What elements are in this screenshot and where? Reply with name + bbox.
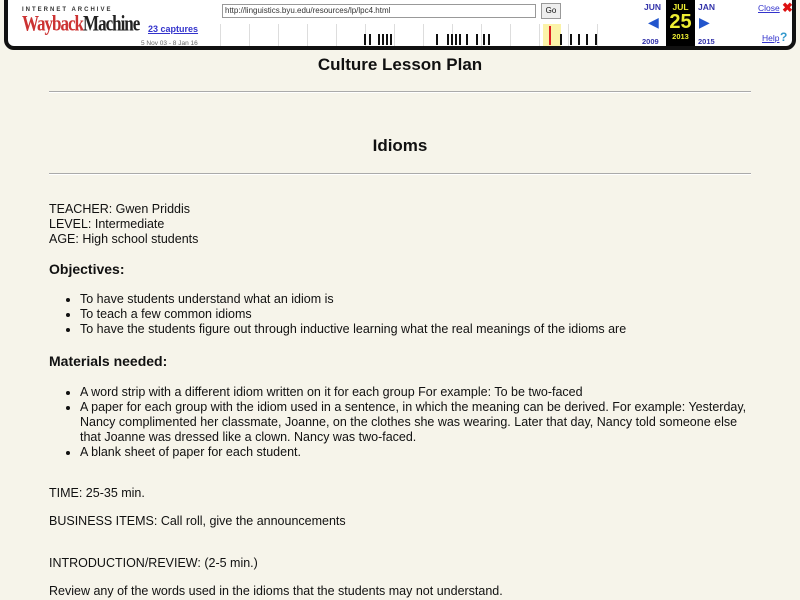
capture-tick[interactable] xyxy=(476,34,478,45)
url-input[interactable]: http://linguistics.byu.edu/resources/lp/lpc4.html xyxy=(222,4,536,18)
year-gridline xyxy=(220,24,221,46)
capture-tick[interactable] xyxy=(390,34,392,45)
capture-tick[interactable] xyxy=(436,34,438,45)
capture-tick[interactable] xyxy=(488,34,490,45)
capture-range: 5 Nov 03 - 8 Jan 16 xyxy=(141,40,198,47)
current-year-highlight xyxy=(543,24,561,46)
introduction-heading: INTRODUCTION/REVIEW: (2-5 min.) xyxy=(49,556,258,570)
year-gridline xyxy=(597,24,598,46)
logo-caption: INTERNET ARCHIVE xyxy=(22,7,113,13)
year-gridline xyxy=(394,24,395,46)
current-year: 2013 xyxy=(672,32,689,41)
wayback-logo[interactable]: WaybackMachine xyxy=(22,11,140,36)
next-arrow-icon[interactable]: ▶ xyxy=(699,14,710,30)
captures-link[interactable]: 23 captures xyxy=(148,24,199,34)
current-month: JUL xyxy=(672,2,689,12)
prev-arrow-icon[interactable]: ◀ xyxy=(648,14,659,30)
next-year: 2015 xyxy=(698,37,715,46)
capture-tick[interactable] xyxy=(364,34,366,45)
list-item: • A paper for each group with the idiom used in a sentence, in which the meaning can be derived. For example: Yesterday, Nancy complimented her classmate, Joanne, on the clothes she was wearing. Later that day, Nancy told someone else that Joanne was dressed like a clown. Nancy was two-faced. xyxy=(80,400,751,445)
prev-month: JUN xyxy=(644,2,662,12)
help-icon[interactable]: ? xyxy=(780,30,788,44)
year-gridline xyxy=(423,24,424,46)
teacher: TEACHER: Gwen Priddis xyxy=(49,202,191,216)
year-gridline xyxy=(307,24,308,46)
close-link[interactable]: Close xyxy=(758,3,780,13)
time: TIME: 25-35 min. xyxy=(49,486,145,500)
capture-tick[interactable] xyxy=(560,34,562,45)
review-text: Review any of the words used in the idioms that the students may not understand. xyxy=(49,584,503,598)
divider xyxy=(49,173,751,175)
year-gridline xyxy=(568,24,569,46)
capture-tick[interactable] xyxy=(549,26,551,45)
list-item: • To have students understand what an idiom is xyxy=(80,292,751,307)
year-gridline xyxy=(278,24,279,46)
prev-year: 2009 xyxy=(642,37,659,46)
age: AGE: High school students xyxy=(49,232,199,246)
objectives-heading: Objectives: xyxy=(49,261,125,277)
year-gridline xyxy=(539,24,540,46)
capture-timeline[interactable] xyxy=(220,24,625,46)
capture-tick[interactable] xyxy=(570,34,572,45)
year-gridline xyxy=(481,24,482,46)
list-item: • To teach a few common idioms xyxy=(80,307,751,322)
close-icon[interactable]: ✖ xyxy=(782,0,793,15)
divider xyxy=(49,91,751,93)
capture-tick[interactable] xyxy=(586,34,588,45)
objectives-list xyxy=(49,292,751,337)
year-gridline xyxy=(249,24,250,46)
capture-tick[interactable] xyxy=(466,34,468,45)
capture-tick[interactable] xyxy=(595,34,597,45)
current-day: 25 xyxy=(669,11,692,33)
capture-tick[interactable] xyxy=(447,34,449,45)
year-gridline xyxy=(510,24,511,46)
capture-tick[interactable] xyxy=(483,34,485,45)
materials-heading: Materials needed: xyxy=(49,353,168,369)
capture-tick[interactable] xyxy=(378,34,380,45)
help-link[interactable]: Help xyxy=(762,33,780,43)
materials-list xyxy=(49,385,751,460)
list-item: • To have the students figure out through inductive learning what the real meanings of the idioms are xyxy=(80,322,751,337)
wayback-toolbar xyxy=(4,0,796,50)
lesson-title: Idioms xyxy=(372,136,428,155)
level: LEVEL: Intermediate xyxy=(49,217,165,231)
capture-tick[interactable] xyxy=(386,34,388,45)
next-month: JAN xyxy=(698,2,716,12)
capture-tick[interactable] xyxy=(451,34,453,45)
year-gridline xyxy=(336,24,337,46)
current-capture xyxy=(666,0,695,46)
list-item: • A blank sheet of paper for each student. xyxy=(80,445,751,460)
capture-tick[interactable] xyxy=(369,34,371,45)
capture-tick[interactable] xyxy=(455,34,457,45)
page-title: Culture Lesson Plan xyxy=(317,55,483,74)
business-items: BUSINESS ITEMS: Call roll, give the announcements xyxy=(49,514,346,528)
go-button[interactable]: Go xyxy=(541,3,561,19)
capture-tick[interactable] xyxy=(382,34,384,45)
lesson-info xyxy=(49,202,751,247)
list-item: • A word strip with a different idiom written on it for each group For example: To be two-faced xyxy=(80,385,751,400)
capture-tick[interactable] xyxy=(578,34,580,45)
capture-tick[interactable] xyxy=(459,34,461,45)
